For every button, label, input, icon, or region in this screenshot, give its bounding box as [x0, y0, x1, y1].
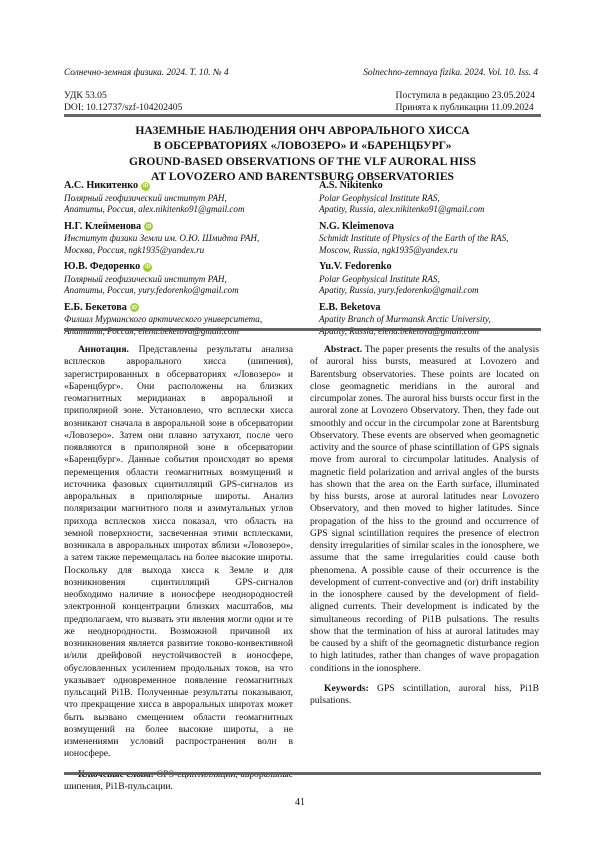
- affiliation-email: Moscow, Russia, ngk1935@yandex.ru: [319, 245, 554, 257]
- title-en-line: GROUND-BASED OBSERVATIONS OF THE VLF AURORAL HISS: [64, 155, 541, 170]
- running-header-ru: Солнечно-земная физика. 2024. Т. 10. № 4: [64, 68, 229, 78]
- keywords-ru-text: шипения, Pi1B-пульсации.: [64, 769, 293, 792]
- title-en-line: AT LOVOZERO AND BARENTSBURG OBSERVATORIES: [64, 170, 541, 185]
- author: [319, 180, 554, 216]
- affiliation-email: Москва, Россия, ngk1935@yandex.ru: [64, 245, 299, 257]
- keywords-en-label: Keywords:: [324, 683, 369, 694]
- article-ids: [64, 90, 182, 114]
- abstract-ru-text: Представлены результаты анализа всплесков аврорального хисса (шипения), зарегистрированных в обсерваториях «Ловозеро» и «Баренцбург». Они расположены на близких геомагнитных меридианах в авроральной и приполярной зоне. Установлено, что всплески хисса возникают сначала в авроральной зоне в обсерватории «Ловозеро». Затем они плавно затухают, после чего появляются в приполярной зоне в обсерватории «Баренцбург». Данные события происходят во время перемещения области геомагнитных возмущений и источника фазовых сцинтилляций GPS-сигналов из авроральных в приполярные широты. Анализ поляризации магнитного поля и азимутальных углов прихода всплесков хисса показал, что область на земной поверхности, засвеченная этими всплесками, возникала в авроральных широтах вблизи «Ловозеро», а затем также перемещалась на более высокие широты. Поскольку для выхода хисса к Земле и для возникновения сцинтилляций GPS-сигналов необходимо наличие в ионосфере неоднородностей электронной концентрации близких масштабов, мы предполагаем, что вызвать эти явления могли одни и те же неоднородности. Возможной причиной их возникновения является развитие токово-конвективной и/или дрейфовой неустойчивостей в ионосфере, обусловленных усилением продольных токов, на что указывает одновременное появление геомагнитных пульсаций Pi1B. Полученные результаты показывают, что прекращение хисса в авроральных широтах может быть вызвано смещением области геомагнитных возмущений на более высокие широты, а не изменениями условий распространения волн в ионосфере.: [64, 344, 293, 759]
- affiliation: Филиал Мурманского арктического университета,: [64, 314, 299, 326]
- orcid-icon[interactable]: iD: [144, 222, 153, 231]
- divider: [64, 328, 541, 331]
- author: [64, 261, 299, 297]
- abstract-en-text: The paper presents the results of the analysis of auroral hiss bursts, measured at Lovozero and Barentsburg observatories. These points are located on close geomagnetic meridians in the auroral and circumpolar zones. The auroral hiss bursts occur first in the auroral zone at Lovozero Observatory. Then, they fade out smoothly and occur in the circumpolar zone at Barentsburg Observatory. These events are observed when geomagnetic activity and the source of phase scintillation of GPS signals move from auroral to circumpolar latitudes. Analysis of magnetic field polarization and arrival angles of the bursts has shown that the area on the Earth surface, illuminated by hiss bursts, arose at auroral latitudes near Lovozero Observatory, and then moved to higher latitudes. Since propagation of the hiss to the ground and occurrence of GPS signal scintillation requires the presence of electron density irregularities of similar scales in the ionosphere, we assume that the same irregularities could cause both phenomena. A possible cause of their occurrence is the development of current-convective and (or) drift instability in the ionosphere caused by the development of field-aligned currents. Their development is indicated by the simultaneous recording of Pi1B pulsations. The results show that the termination of hiss at auroral latitudes may be caused by a shift of the geomagnetic disturbance region to high latitudes, rather than changes of wave propagation conditions in the ionosphere.: [310, 344, 539, 674]
- page-number: 41: [0, 797, 600, 808]
- keywords-en-text: GPS scintillation, auroral hiss, Pi1B pulsations.: [310, 683, 539, 706]
- abstract-ru-body: [64, 344, 293, 761]
- abstract-en-label: Abstract.: [324, 344, 362, 355]
- doi: DOI: 10.12737/szf-104202405: [64, 102, 182, 114]
- author-name: N.G. Kleimenova: [319, 221, 394, 234]
- abstract-en: [310, 344, 539, 707]
- author-name: Е.Б. Бекетова: [64, 302, 127, 315]
- keywords-en: [310, 683, 539, 708]
- affiliation: Полярный геофизический институт РАН,: [64, 193, 299, 205]
- title-ru: [64, 124, 541, 153]
- affiliation: Институт физики Земли им. О.Ю. Шмидта РАН,: [64, 233, 299, 245]
- affiliation: Polar Geophysical Institute RAS,: [319, 274, 554, 286]
- author: [64, 302, 299, 338]
- affiliation: Apatity Branch of Murmansk Arctic University,: [319, 314, 554, 326]
- authors-en: [319, 180, 554, 342]
- author-name: E.B. Beketova: [319, 302, 380, 315]
- author: [64, 180, 299, 216]
- affiliation-email: Апатиты, Россия, yury.fedorenko@gmail.com: [64, 285, 299, 297]
- divider: [64, 772, 541, 775]
- udc: УДК 53.05: [64, 90, 182, 102]
- affiliation-email: Apatity, Russia, yury.fedorenko@gmail.com: [319, 285, 554, 297]
- abstract-ru: [64, 344, 293, 793]
- abstract-en-body: [310, 344, 539, 675]
- received-date: Поступила в редакцию 23.05.2024: [396, 90, 535, 102]
- author: [319, 302, 554, 338]
- running-header-en: Solnechno-zemnaya fizika. 2024. Vol. 10. Iss. 4: [363, 68, 538, 78]
- abstract-ru-label: Аннотация.: [78, 344, 129, 355]
- author-name: Н.Г. Клейменова: [64, 221, 141, 234]
- author-name: А.С. Никитенко: [64, 180, 138, 193]
- title-ru-line: НАЗЕМНЫЕ НАБЛЮДЕНИЯ ОНЧ АВРОРАЛЬНОГО ХИССА: [64, 124, 541, 139]
- affiliation: Polar Geophysical Institute RAS,: [319, 193, 554, 205]
- affiliation: Полярный геофизический институт РАН,: [64, 274, 299, 286]
- orcid-icon[interactable]: iD: [143, 263, 152, 272]
- affiliation-email: Апатиты, Россия, alex.nikitenko91@gmail.com: [64, 204, 299, 216]
- author: [319, 261, 554, 297]
- author-name: Ю.В. Федоренко: [64, 261, 140, 274]
- orcid-icon[interactable]: iD: [130, 303, 139, 312]
- article-dates: [396, 90, 535, 114]
- author-name: A.S. Nikitenko: [319, 180, 383, 193]
- author: [319, 221, 554, 257]
- authors-ru: [64, 180, 299, 342]
- affiliation-email: Apatity, Russia, alex.nikitenko91@gmail.com: [319, 204, 554, 216]
- title-ru-line: В ОБСЕРВАТОРИЯХ «ЛОВОЗЕРО» И «БАРЕНЦБУРГ»: [64, 139, 541, 154]
- divider: [64, 114, 541, 117]
- author: [64, 221, 299, 257]
- orcid-icon[interactable]: iD: [141, 182, 150, 191]
- affiliation: Schmidt Institute of Physics of the Earth of the RAS,: [319, 233, 554, 245]
- accepted-date: Принята к публикации 11.09.2024: [396, 102, 535, 114]
- author-name: Yu.V. Fedorenko: [319, 261, 392, 274]
